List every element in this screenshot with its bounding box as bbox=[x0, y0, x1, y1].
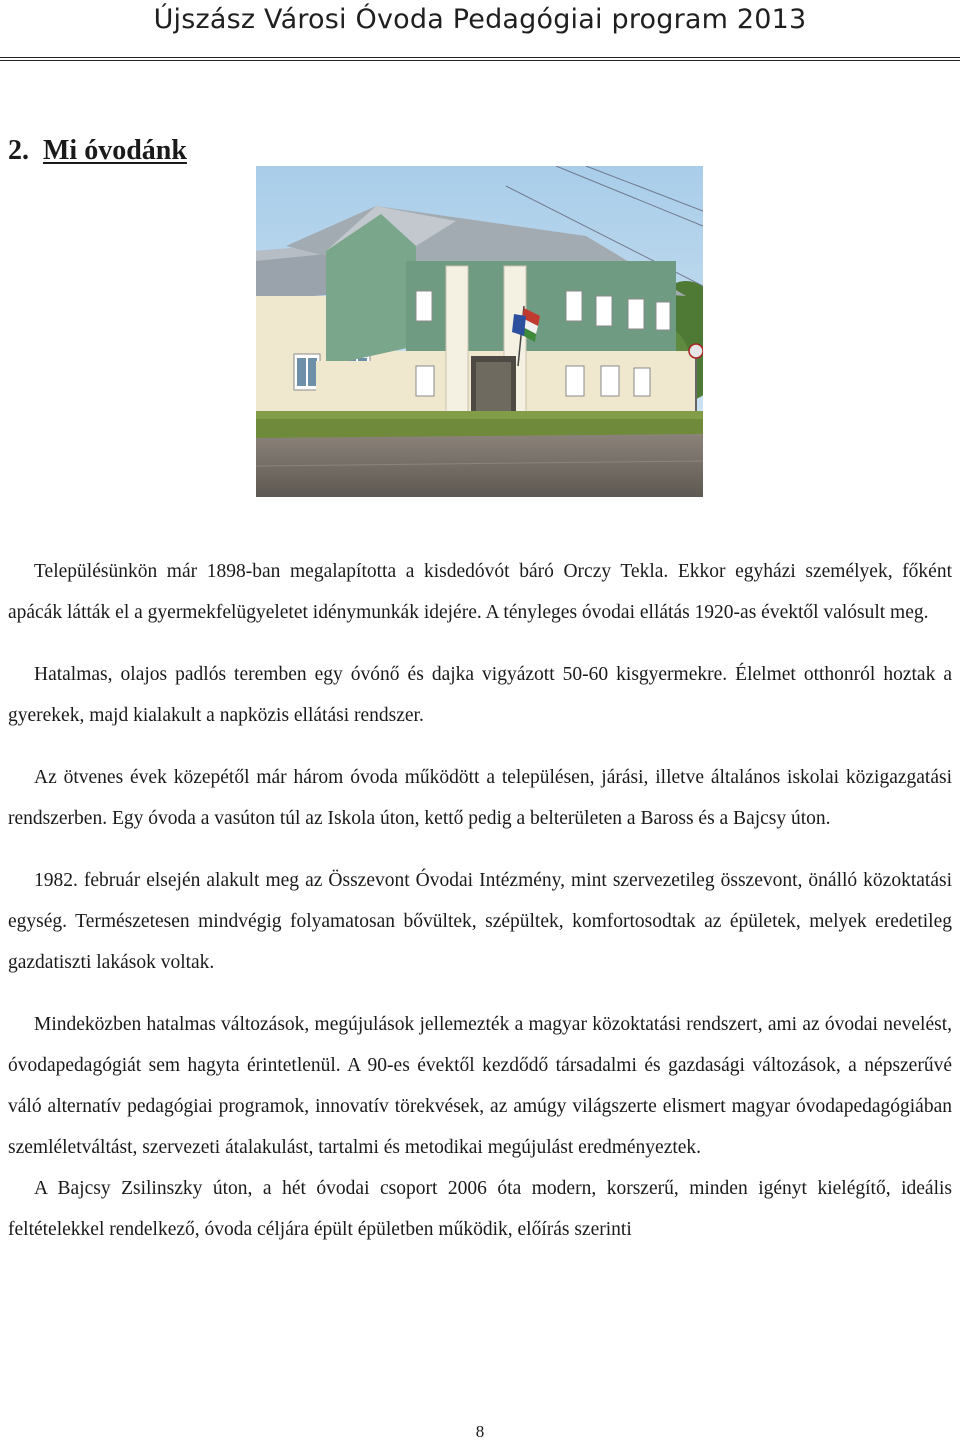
paragraph-bajcsy: A Bajcsy Zsilinszky úton, a hét óvodai csoport 2006 óta modern, korszerű, minden igényt kielégítő, ideális feltételekkel rendelkező, óvoda céljára épült épületben működik, előírás szerinti bbox=[8, 1178, 952, 1240]
header-rule bbox=[0, 57, 960, 61]
section-heading bbox=[8, 135, 187, 167]
running-header: Újszász Városi Óvoda Pedagógiai program 2013 bbox=[153, 4, 807, 35]
section-title: Mi óvodánk bbox=[43, 135, 187, 166]
paragraph-1982: 1982. február elsején alakult meg az Összevont Óvodai Intézmény, mint szervezetileg összevont, önálló közoktatási egység. Természetesen mindvégig folyamatosan bővültek, szépültek, komfortosodtak az épületek, melyek eredetileg gazdatiszti lakások voltak. bbox=[8, 870, 952, 973]
page-number: 8 bbox=[475, 1422, 485, 1441]
paragraph-reforms: Mindeközben hatalmas változások, megújulások jellemezték a magyar közoktatási rendszert, ami az óvodai nevelést, óvodapedagógiát sem hagyta érintetlenül. A 90-es évektől kezdődő társadalmi és gazdasági változások, a népszerűvé váló alternatív pedagógiai programok, innovatív törekvések, az amúgy világszerte elismert magyar óvodapedagógiában szemléletváltást, szervezeti átalakulást, tartalmi és metodikai megújulást eredményeztek. bbox=[8, 1014, 952, 1158]
paragraph-fifties: Az ötvenes évek közepétől már három óvoda működött a településen, járási, illetve általános iskolai közigazgatási rendszerben. Egy óvoda a vasúton túl az Iskola úton, kettő pedig a belterületen a Baross és a Bajcsy úton. bbox=[8, 767, 952, 829]
paragraph-early-care: Hatalmas, olajos padlós teremben egy óvónő és dajka vigyázott 50-60 kisgyermekre. Élelmet otthonról hoztak a gyerekek, majd kialakult a napközis ellátási rendszer. bbox=[8, 664, 952, 726]
body-text bbox=[8, 551, 952, 1271]
section-number: 2. bbox=[8, 135, 29, 166]
kindergarten-building-photo bbox=[256, 166, 703, 497]
paragraph-history: Településünkön már 1898-ban megalapította a kisdedóvót báró Orczy Tekla. Ekkor egyházi személyek, főként apácák látták el a gyermekfelügyeletet idénymunkák idejére. A tényleges óvodai ellátás 1920-as évektől valósult meg. bbox=[8, 561, 952, 623]
